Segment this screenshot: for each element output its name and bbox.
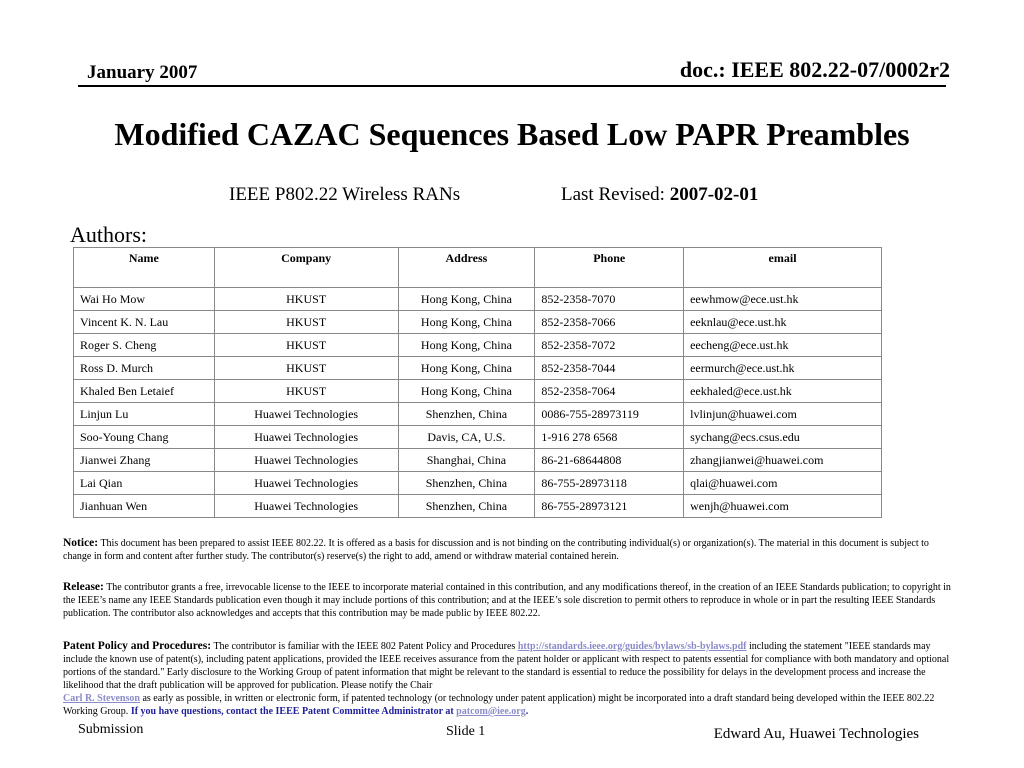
column-header: Address (398, 248, 535, 288)
phone-cell: 852-2358-7070 (535, 288, 684, 311)
slide-title: Modified CAZAC Sequences Based Low PAPR Preambles (114, 116, 910, 152)
name-cell: Linjun Lu (74, 403, 215, 426)
phone-cell: 1-916 278 6568 (535, 426, 684, 449)
release-paragraph (63, 581, 956, 620)
address-cell: Shenzhen, China (398, 403, 535, 426)
email-cell: eewhmow@ece.ust.hk (684, 288, 882, 311)
patent-contact-text: If you have questions, contact the IEEE Patent Committee Administrator at (130, 706, 454, 717)
email-cell: zhangjianwei@huawei.com (684, 449, 882, 472)
subtitle-org: IEEE P802.22 Wireless RANs (229, 184, 461, 205)
company-cell: Huawei Technologies (214, 403, 398, 426)
address-cell: Hong Kong, China (398, 334, 535, 357)
address-cell: Shenzhen, China (398, 472, 535, 495)
company-cell: HKUST (214, 380, 398, 403)
company-cell: Huawei Technologies (214, 495, 398, 518)
company-cell: Huawei Technologies (214, 426, 398, 449)
table-row (74, 495, 882, 518)
header-date: January 2007 (87, 62, 198, 83)
table-row (74, 472, 882, 495)
release-label: Release: (63, 581, 104, 593)
email-cell: eeknlau@ece.ust.hk (684, 311, 882, 334)
authors-table (73, 247, 882, 518)
release-text: The contributor grants a free, irrevocable license to the IEEE to incorporate material contained in this contribution, and any modifications thereof, in the creation of an IEEE Standards publication; to copyright in the IEEE’s name any IEEE Standards publication even though it may include portions of this contribution; and at the IEEE’s sole discretion to permit others to reproduce in whole or in part the resulting IEEE Standards publication. The contributor also acknowledges and accepts that this contribution may be made public by IEEE 802.22. (63, 582, 951, 619)
column-header: Name (74, 248, 215, 288)
company-cell: Huawei Technologies (214, 472, 398, 495)
address-cell: Hong Kong, China (398, 380, 535, 403)
footer-slide-number: Slide 1 (446, 724, 486, 739)
table-row (74, 403, 882, 426)
company-cell: Huawei Technologies (214, 449, 398, 472)
name-cell: Wai Ho Mow (74, 288, 215, 311)
notice-label: Notice: (63, 537, 99, 549)
name-cell: Khaled Ben Letaief (74, 380, 215, 403)
table-row (74, 380, 882, 403)
email-cell: eekhaled@ece.ust.hk (684, 380, 882, 403)
patent-paragraph (63, 640, 956, 718)
company-cell: HKUST (214, 357, 398, 380)
company-cell: HKUST (214, 311, 398, 334)
table-header-row (74, 248, 882, 288)
notice-text: This document has been prepared to assist IEEE 802.22. It is offered as a basis for discussion and is not binding on the contributing individual(s) or organization(s). The material in this document is subject to change in form and content after further study. The contributor(s) reserve(s) the right to add, amend or withdraw material contained herein. (63, 538, 929, 562)
address-cell: Hong Kong, China (398, 288, 535, 311)
footer-submission: Submission (78, 722, 144, 737)
patent-text-2: including the statement "IEEE standards may include the known use of patent(s), including patent applications, provided the IEEE receives assurance from the patent holder or applicant with respect to patents essential for compliance with both mandatory and optional portions of the standard." Early disclosure to the Working Group of patent information that might be relevant to the standard is essential to reduce the possibility for delays in the development process and increase the likelihood that the draft publication will be approved for publication. Please notify the Chair (63, 641, 950, 691)
subtitle-revised (561, 184, 758, 206)
name-cell: Lai Qian (74, 472, 215, 495)
phone-cell: 852-2358-7064 (535, 380, 684, 403)
address-cell: Davis, CA, U.S. (398, 426, 535, 449)
email-cell: sychang@ecs.csus.edu (684, 426, 882, 449)
phone-cell: 0086-755-28973119 (535, 403, 684, 426)
phone-cell: 852-2358-7044 (535, 357, 684, 380)
email-cell: lvlinjun@huawei.com (684, 403, 882, 426)
bylaws-link[interactable]: http://standards.ieee.org/guides/bylaws/sb-bylaws.pdf (517, 641, 747, 652)
address-cell: Shanghai, China (398, 449, 535, 472)
email-cell: qlai@huawei.com (684, 472, 882, 495)
name-cell: Jianhuan Wen (74, 495, 215, 518)
table-row (74, 426, 882, 449)
email-cell: eecheng@ece.ust.hk (684, 334, 882, 357)
revised-label: Last Revised: (561, 184, 665, 205)
company-cell: HKUST (214, 334, 398, 357)
address-cell: Shenzhen, China (398, 495, 535, 518)
email-cell: wenjh@huawei.com (684, 495, 882, 518)
notice-paragraph (63, 537, 956, 563)
name-cell: Soo-Young Chang (74, 426, 215, 449)
address-cell: Hong Kong, China (398, 311, 535, 334)
patcom-email-link[interactable]: patcom@iee.org (456, 706, 526, 717)
table-row (74, 357, 882, 380)
company-cell: HKUST (214, 288, 398, 311)
column-header: email (684, 248, 882, 288)
table-row (74, 288, 882, 311)
patent-end: . (525, 706, 529, 717)
column-header: Company (214, 248, 398, 288)
email-cell: eermurch@ece.ust.hk (684, 357, 882, 380)
header-divider (78, 85, 946, 87)
phone-cell: 86-755-28973121 (535, 495, 684, 518)
patent-text-3: as early as possible, in written or electronic form, if patented technology (or technology under patent application) might be incorporated into a draft standard being developed within the IEEE 802.22 Working Group. (63, 693, 935, 717)
phone-cell: 852-2358-7072 (535, 334, 684, 357)
column-header: Phone (535, 248, 684, 288)
table-row (74, 311, 882, 334)
table-row (74, 334, 882, 357)
chair-link[interactable]: Carl R. Stevenson (63, 693, 140, 704)
phone-cell: 86-21-68644808 (535, 449, 684, 472)
phone-cell: 852-2358-7066 (535, 311, 684, 334)
patent-label: Patent Policy and Procedures: (63, 640, 212, 652)
name-cell: Jianwei Zhang (74, 449, 215, 472)
authors-label: Authors: (70, 222, 147, 247)
phone-cell: 86-755-28973118 (535, 472, 684, 495)
patent-text-1: The contributor is familiar with the IEEE 802 Patent Policy and Procedures (213, 641, 516, 652)
header-doc-id: doc.: IEEE 802.22-07/0002r2 (679, 57, 950, 82)
name-cell: Ross D. Murch (74, 357, 215, 380)
table-row (74, 449, 882, 472)
footer-author: Edward Au, Huawei Technologies (713, 726, 919, 742)
address-cell: Hong Kong, China (398, 357, 535, 380)
name-cell: Roger S. Cheng (74, 334, 215, 357)
name-cell: Vincent K. N. Lau (74, 311, 215, 334)
revised-date: 2007-02-01 (669, 184, 759, 205)
